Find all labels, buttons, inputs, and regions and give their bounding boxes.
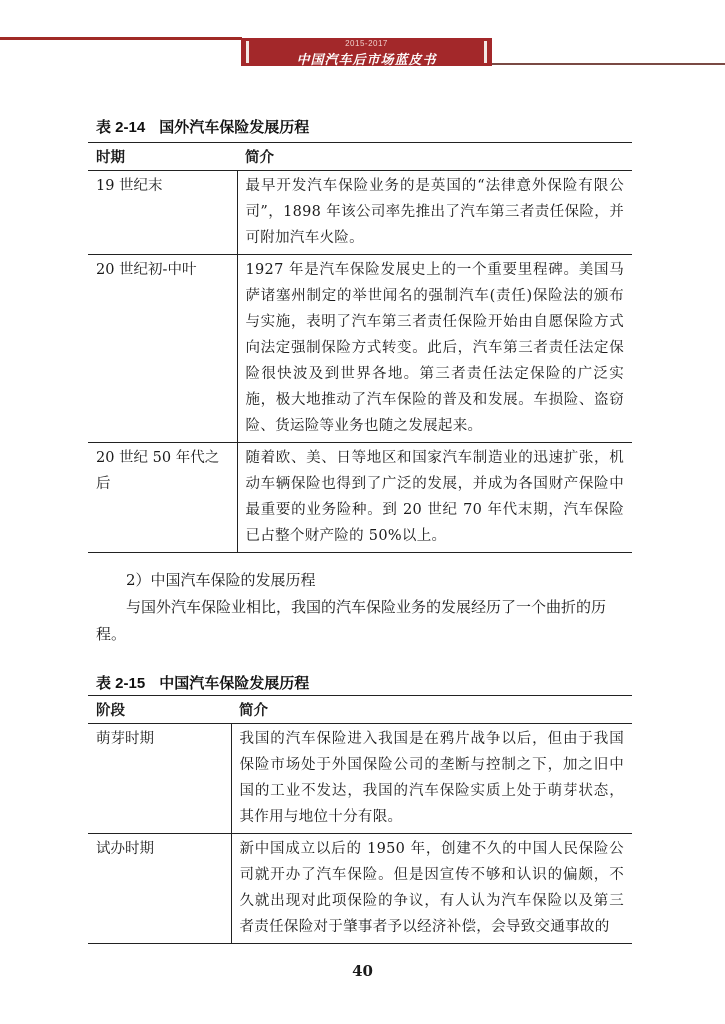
- table2-header-row: [88, 696, 632, 724]
- table-row: [88, 171, 632, 255]
- header-line-right: [492, 63, 725, 65]
- table-row: [88, 724, 632, 834]
- table2-row1-period: 试办时期: [88, 834, 231, 944]
- table1-row2-period: 20 世纪 50 年代之后: [88, 443, 237, 553]
- header-line-left: [0, 37, 242, 40]
- page-number: 40: [352, 962, 373, 980]
- table2-header-desc: 简介: [231, 696, 632, 724]
- table2-row0-period: 萌芽时期: [88, 724, 231, 834]
- table2-row1-desc: 新中国成立以后的 1950 年，创建不久的中国人民保险公司就开办了汽车保险。但是因宣传不够和认识的偏颇，不久就出现对此项保险的争议，有人认为汽车保险以及第三者责任保险对于肇事者予以经济补偿，会导致交通事故的: [231, 834, 632, 944]
- table2-caption-num: 表 2-15: [96, 675, 146, 692]
- table1-row1-period: 20 世纪初-中叶: [88, 255, 237, 443]
- table1-caption-num: 表 2-14: [96, 119, 146, 136]
- table-row: [88, 443, 632, 553]
- table1-header-desc: 简介: [237, 143, 632, 171]
- table1-header-period: 时期: [88, 143, 237, 171]
- table2-caption-title: 中国汽车保险发展历程: [159, 675, 310, 692]
- table1-row2-desc: 随着欧、美、日等地区和国家汽车制造业的迅速扩张，机动车辆保险也得到了广泛的发展，并成为各国财产保险中最重要的业务险种。到 20 世纪 70 年代末期，汽车保险已占整个财产险的 50%以上。: [237, 443, 632, 553]
- table1-row0-desc: 最早开发汽车保险业务的是英国的“法律意外保险有限公司”，1898 年该公司率先推出了汽车第三者责任保险，并可附加汽车火险。: [237, 171, 632, 255]
- table1-row0-period: 19 世纪末: [88, 171, 237, 255]
- header-title: 中国汽车后市场蓝皮书: [296, 52, 437, 67]
- table1-caption-title: 国外汽车保险发展历程: [159, 119, 310, 136]
- header-banner: [241, 38, 492, 66]
- table-row: [88, 255, 632, 443]
- section-paragraph: 与国外汽车保险业相比，我国的汽车保险业务的发展经历了一个曲折的历程。: [96, 598, 607, 643]
- table1-caption: [96, 116, 309, 137]
- table2-row0-desc: 我国的汽车保险进入我国是在鸦片战争以后，但由于我国保险市场处于外国保险公司的垄断与控制之下，加之旧中国的工业不发达，我国的汽车保险实质上处于萌芽状态，其作用与地位十分有限。: [231, 724, 632, 834]
- table2-header-period: 阶段: [88, 696, 231, 724]
- table1: [88, 142, 632, 553]
- table2-caption: [96, 672, 309, 693]
- table1-row1-desc: 1927 年是汽车保险发展史上的一个重要里程碑。美国马萨诸塞州制定的举世闻名的强制汽车(责任)保险法的颁布与实施，表明了汽车第三者责任保险开始由自愿保险方式向法定强制保险方式转变。此后，汽车第三者责任法定保险很快波及到世界各地。第三者责任法定保险的广泛实施，极大地推动了汽车保险的普及和发展。车损险、盗窃险、货运险等业务也随之发展起来。: [237, 255, 632, 443]
- header-years: 2015-2017: [345, 39, 388, 48]
- section-heading: 2）中国汽车保险的发展历程: [126, 571, 316, 589]
- table1-header-row: [88, 143, 632, 171]
- table2: [88, 695, 632, 944]
- table-row: [88, 834, 632, 944]
